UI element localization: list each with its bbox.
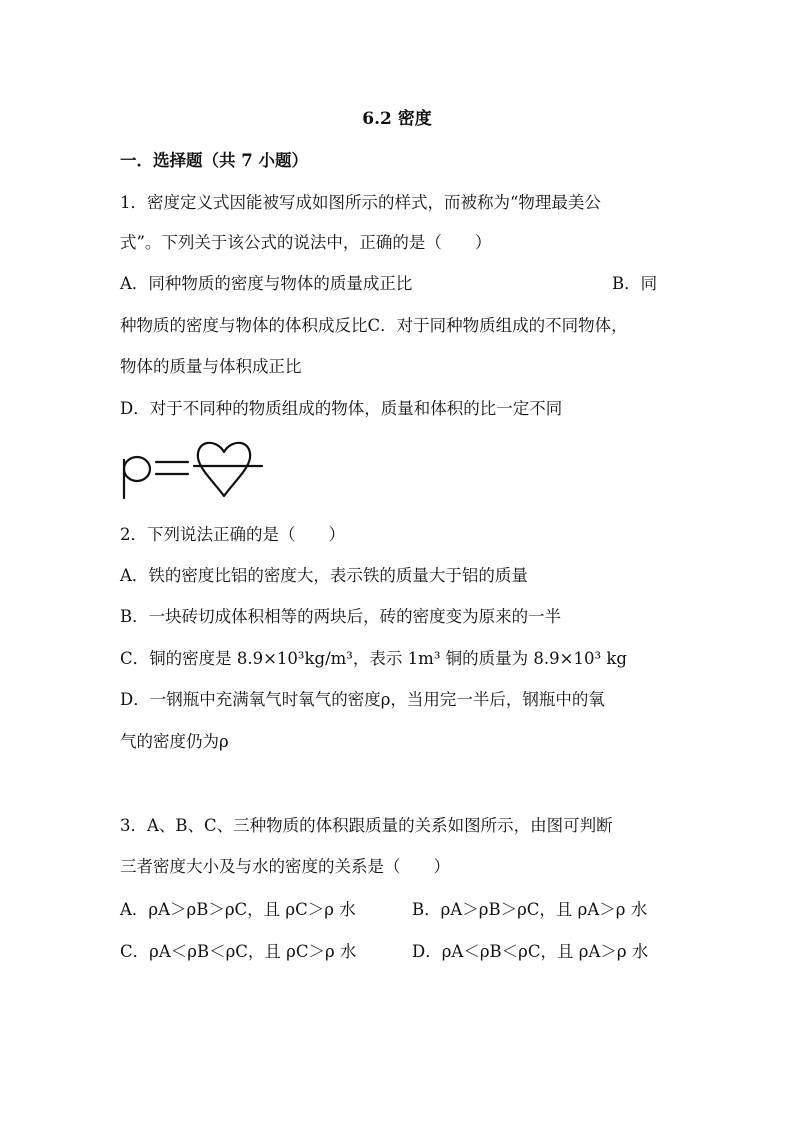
- q1-stem-line1: 1．密度定义式因能被写成如图所示的样式，而被称为“物理最美公: [120, 193, 601, 212]
- section-heading: 一．选择题（共 7 小题）: [120, 151, 308, 170]
- q3-stem-line2: 三者密度大小及与水的密度的关系是（ ）: [120, 857, 450, 876]
- q1-option-d: D．对于不同种的物质组成的物体，质量和体积的比一定不同: [120, 399, 563, 418]
- q2-option-d-line1: D．一钢瓶中充满氧气时氧气的密度ρ，当用完一半后，钢瓶中的氧: [120, 690, 605, 709]
- page-title: 6.2 密度: [362, 109, 432, 129]
- q3-stem-line1: 3．A、B、C、三种物质的体积跟质量的关系如图所示，由图可判断: [120, 816, 613, 835]
- q1-line3: 种物质的密度与物体的体积成反比C．对于同种物质组成的不同物体，: [120, 316, 628, 335]
- q3-option-c: C．ρA＜ρB＜ρC，且 ρC＞ρ 水: [120, 942, 357, 961]
- q2-option-d-line2: 气的密度仍为ρ: [120, 732, 229, 751]
- q3-option-d: D．ρA＜ρB＜ρC，且 ρA＞ρ 水: [412, 942, 649, 961]
- heart-shape: [198, 443, 250, 496]
- q1-stem-line2: 式”。下列关于该公式的说法中，正确的是（ ）: [120, 233, 492, 252]
- q2-option-c: C．铜的密度是 8.9×10³kg/m³，表示 1m³ 铜的质量为 8.9×10³ kg: [120, 649, 627, 668]
- q1-option-a: A．同种物质的密度与物体的质量成正比: [120, 274, 413, 293]
- q3-option-b: B．ρA＞ρB＞ρC，且 ρA＞ρ 水: [412, 900, 648, 919]
- q2-stem: 2．下列说法正确的是（ ）: [120, 525, 345, 544]
- q3-option-a: A．ρA＞ρB＞ρC，且 ρC＞ρ 水: [120, 900, 356, 919]
- rho-bowl: [124, 457, 150, 481]
- q2-option-b: B．一块砖切成体积相等的两块后，砖的密度变为原来的一半: [120, 607, 562, 626]
- q2-option-a: A．铁的密度比铝的密度大，表示铁的质量大于铝的质量: [120, 566, 528, 585]
- q1-option-b-start: B．同: [612, 274, 658, 293]
- q1-line4: 物体的质量与体积成正比: [120, 357, 302, 376]
- formula-heart-image: [120, 436, 270, 502]
